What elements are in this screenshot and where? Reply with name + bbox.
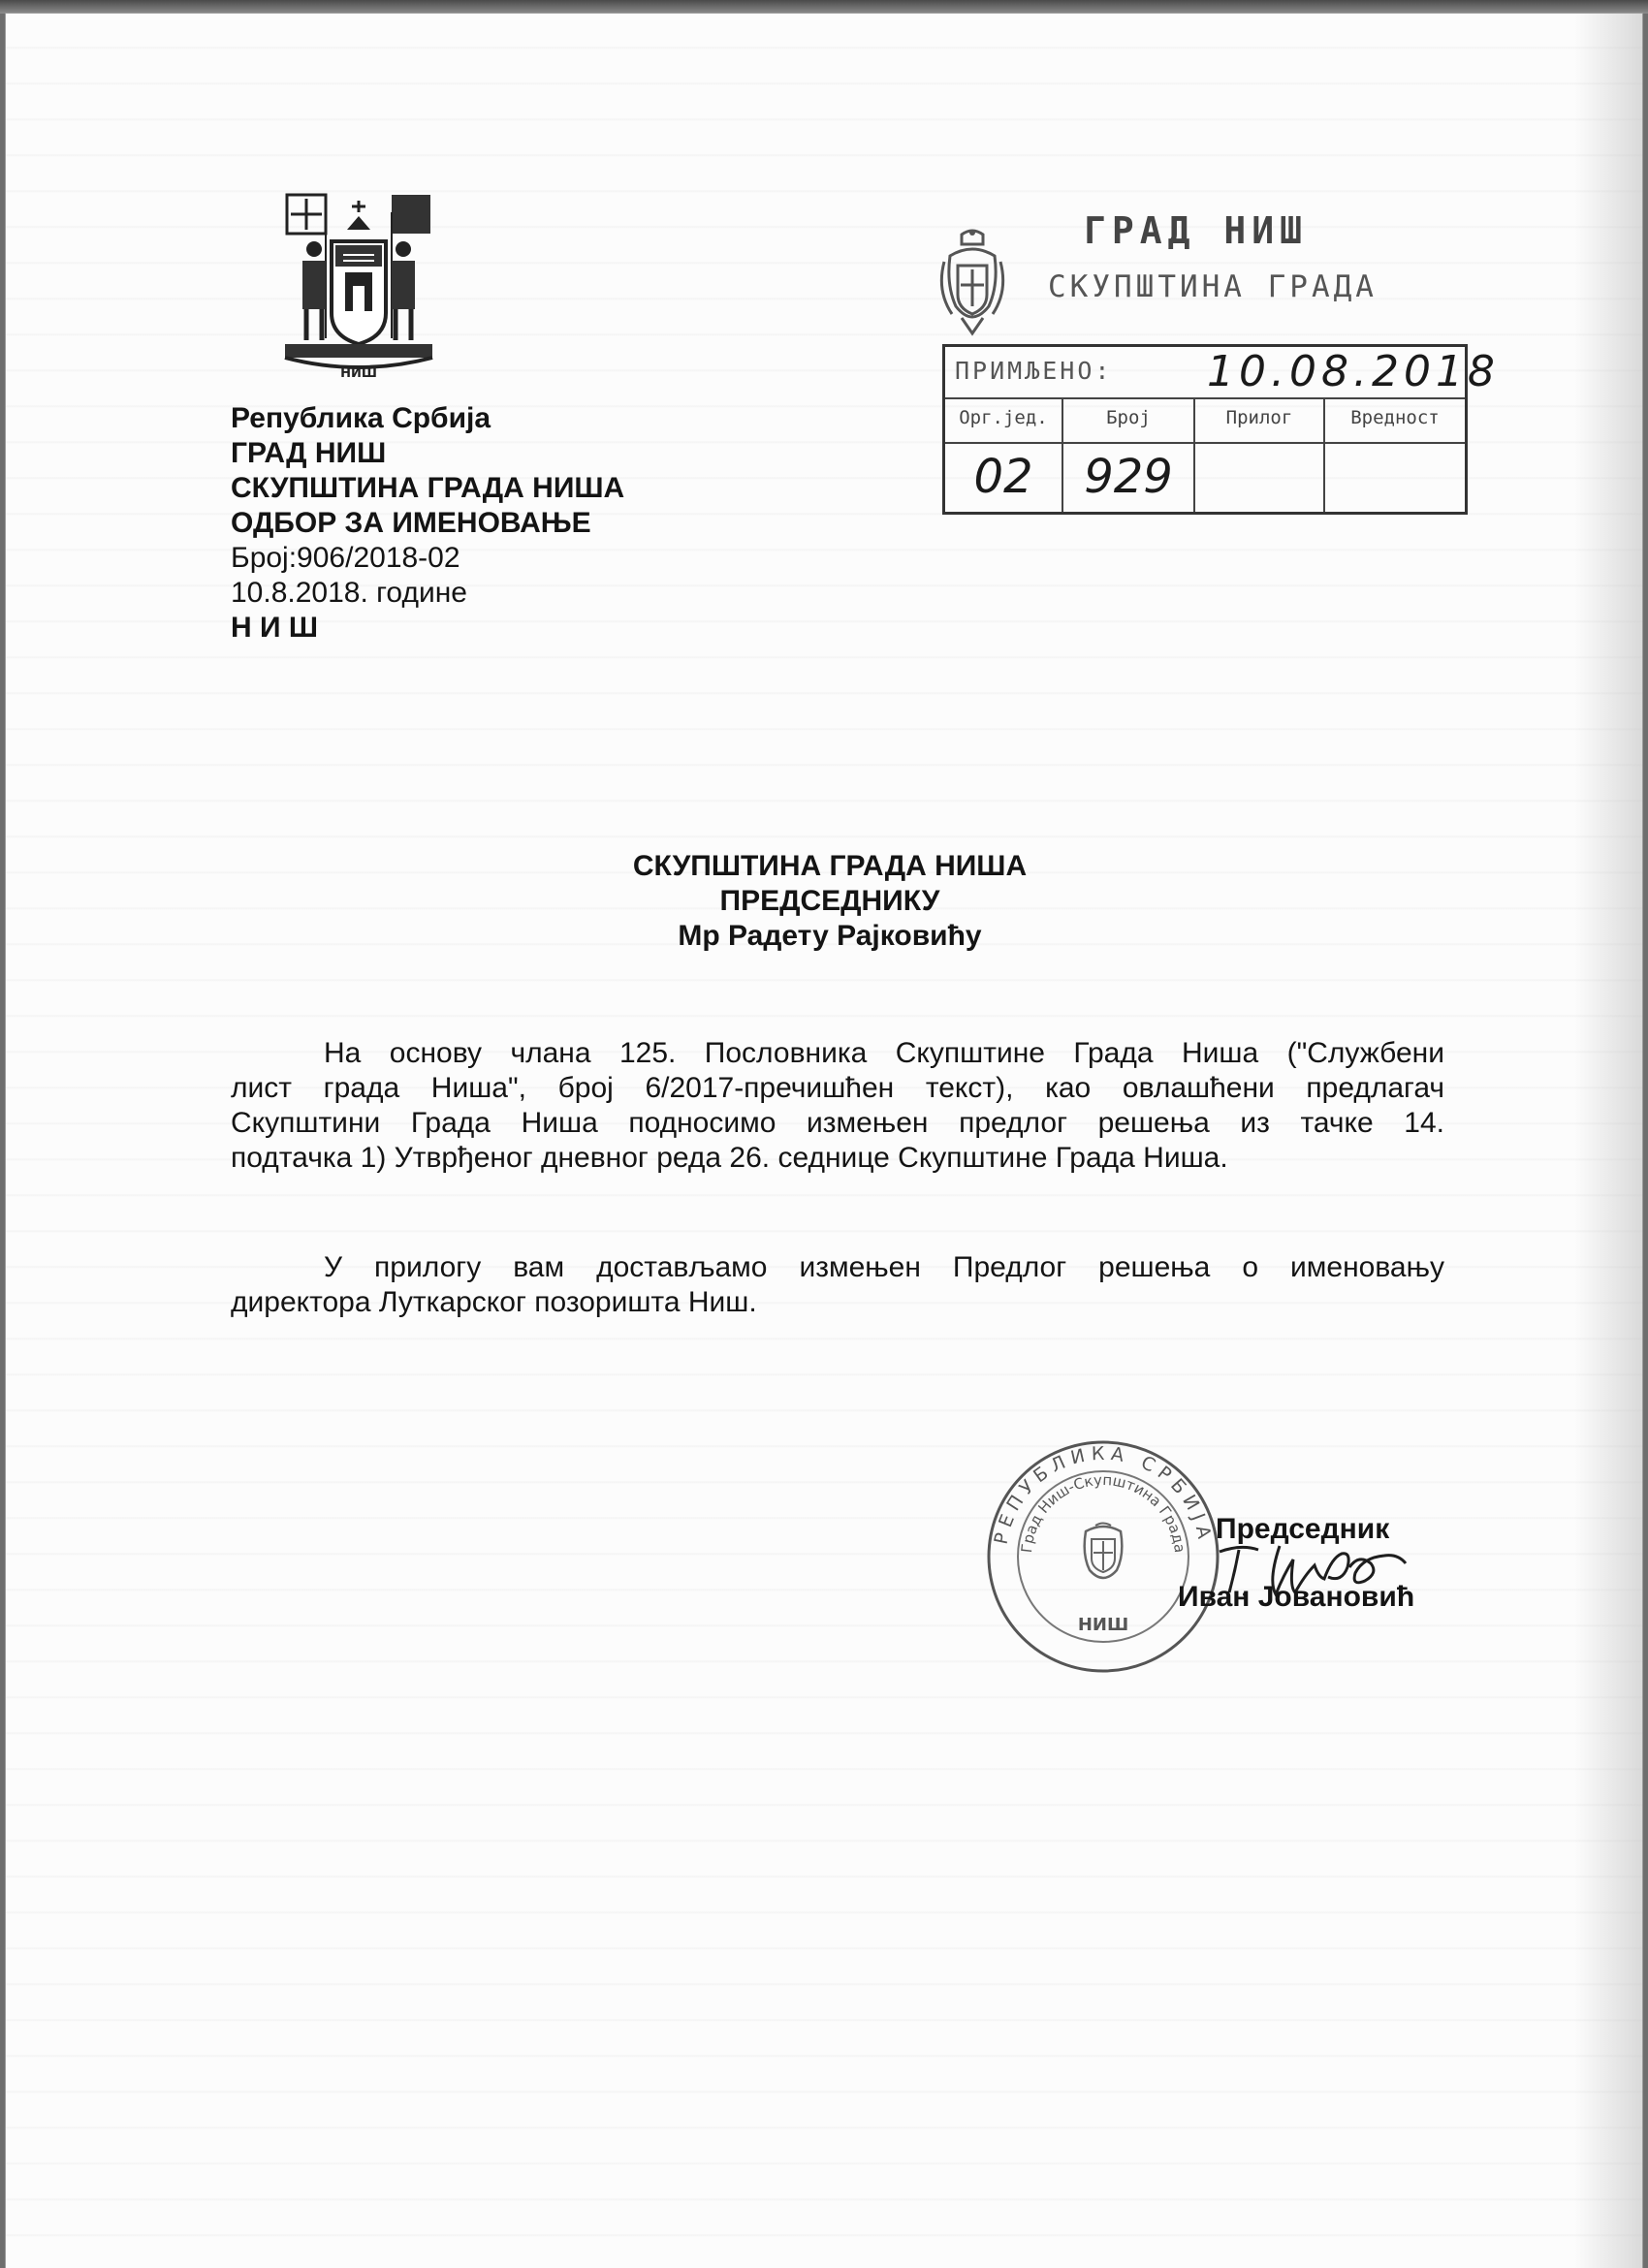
stamp-header-row: [945, 397, 1465, 444]
addressee-line-assembly: СКУПШТИНА ГРАДА НИША: [632, 850, 1028, 882]
stamp-title: ГРАД НИШ: [1084, 209, 1309, 252]
paragraph-line: Скупштини Града Ниша подносимо измењен предлог решења из тачке 14.: [231, 1107, 1444, 1139]
seal-inner-text: Град Ниш-Скупштина Града: [1018, 1470, 1188, 1554]
document-page: [6, 14, 1642, 2268]
coat-caption: НИШ: [340, 366, 377, 381]
stamp-received-date: 10.08.2018: [1207, 347, 1500, 396]
received-stamp-table: [942, 344, 1500, 515]
stamp-received-label: ПРИМЉЕНО:: [955, 357, 1113, 385]
stamp-col-number: Број: [1106, 407, 1151, 428]
stamp-col-attachment: Прилог: [1225, 407, 1293, 428]
addressee-line-name: Мр Радету Рајковићу: [678, 920, 982, 952]
stamp-val-number: 929: [1084, 450, 1173, 504]
serbia-coat-of-arms-icon: [1085, 1524, 1123, 1579]
addressee-line-president: ПРЕДСЕДНИКУ: [719, 885, 940, 917]
signature-title: Председник: [1216, 1513, 1390, 1545]
addressee-block: [6, 849, 1648, 954]
nis-coat-of-arms-icon: [277, 193, 440, 383]
stamp-col-value: Вредност: [1350, 407, 1440, 428]
header-city: Н И Ш: [231, 612, 319, 644]
body-paragraph-1: [231, 1036, 1444, 1176]
paragraph-line: У прилогу вам достављамо измењен Предлог решења о именовању: [324, 1251, 1444, 1283]
seal-outer-text: РЕПУБЛИКА СРБИЈА: [990, 1442, 1217, 1547]
header-date: 10.8.2018. године: [231, 577, 467, 609]
header-number: Број:906/2018-02: [231, 542, 460, 574]
header-line-committee: ОДБОР ЗА ИМЕНОВАЊЕ: [231, 507, 591, 539]
stamp-val-org: 02: [973, 450, 1033, 504]
header-line-city: ГРАД НИШ: [231, 437, 387, 469]
stamp-subtitle: СКУПШТИНА ГРАДА: [1048, 269, 1378, 304]
signatory-name: Иван Јовановић: [1178, 1581, 1415, 1613]
serbia-coat-of-arms-icon: [938, 229, 1006, 337]
paragraph-line: На основу члана 125. Пословника Скупштине Града Ниша ("Службени: [324, 1037, 1444, 1069]
scan-edge: [0, 0, 1648, 14]
seal-bottom-text: НИШ: [1077, 1615, 1129, 1635]
header-line-republic: Република Србија: [231, 402, 491, 434]
round-seal: [985, 1438, 1221, 1675]
paragraph-line: подтачка 1) Утврђеног дневног реда 26. седнице Скупштине Града Ниша.: [231, 1142, 1228, 1174]
stamp-col-org: Орг.јед.: [959, 407, 1048, 428]
body-paragraph-2: [231, 1250, 1444, 1320]
header-line-assembly: СКУПШТИНА ГРАДА НИША: [231, 472, 625, 504]
header-block: [231, 401, 624, 646]
stamp-received-row: [945, 347, 1500, 399]
stamp-value-row: [945, 442, 1465, 512]
paragraph-line: лист града Ниша", број 6/2017-пречишћен текст), као овлашћени предлагач: [231, 1072, 1444, 1104]
paragraph-line: директора Луткарског позоришта Ниш.: [231, 1286, 757, 1318]
